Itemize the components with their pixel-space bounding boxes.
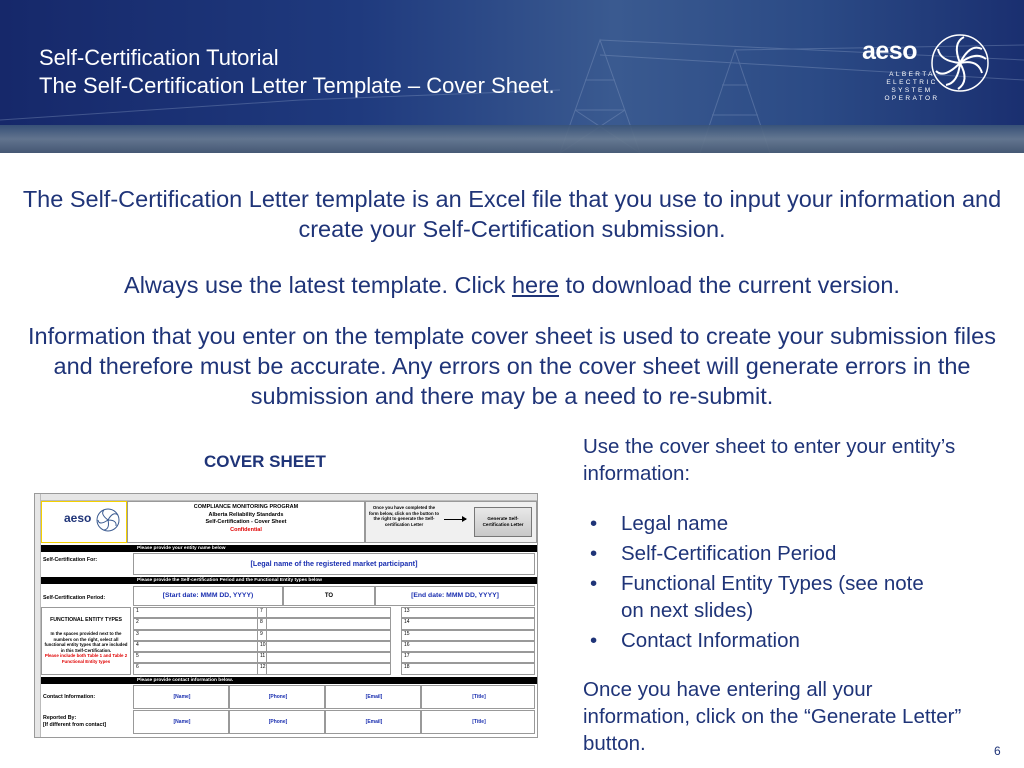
accuracy-paragraph: Information that you enter on the template cover sheet is used to create your submission files and therefore must be accurate. Any errors on the cover sheet will generate errors in the submission and there may be a need to re-submit.	[28, 323, 996, 409]
reported-email-field[interactable]: [Email]	[325, 710, 421, 734]
fet-cell[interactable]: 12	[257, 663, 391, 674]
cover-sheet-screenshot	[34, 493, 538, 738]
fet-cell[interactable]: 6	[133, 663, 267, 674]
aeso-logo-subtitle: ALBERTA ELECTRIC SYSTEM OPERATOR	[884, 71, 940, 102]
label-self-cert-for: Self-Certification For:	[43, 557, 98, 563]
contact-title-field[interactable]: [Title]	[421, 685, 535, 709]
fet-column-1	[133, 607, 267, 675]
fet-cell[interactable]: 3	[133, 630, 267, 641]
slide-title	[39, 44, 555, 100]
fet-cell[interactable]: 2	[133, 618, 267, 629]
fet-grid	[133, 607, 535, 675]
cover-sheet-label: COVER SHEET	[204, 452, 326, 471]
bullet-legal-name: • Legal name	[583, 510, 951, 537]
start-date-field[interactable]: [Start date: MMM DD, YYYY)	[133, 586, 283, 606]
download-paragraph: Always use the latest template. Click here to download the current version.	[124, 272, 900, 298]
aeso-logo-wordmark: aeso	[862, 37, 917, 65]
header-photo-strip	[0, 125, 1024, 153]
aeso-logo	[862, 33, 994, 105]
fet-cell[interactable]: 14	[401, 618, 535, 629]
fet-cell[interactable]: 5	[133, 652, 267, 663]
fet-cell[interactable]: 11	[257, 652, 391, 663]
reported-phone-field[interactable]: [Phone]	[229, 710, 325, 734]
arrow-head-icon	[462, 516, 467, 522]
fet-cell[interactable]: 18	[401, 663, 535, 674]
label-self-cert-period: Self-Certification Period:	[43, 595, 106, 601]
to-label: TO	[283, 586, 375, 606]
fet-cell[interactable]: 16	[401, 641, 535, 652]
fet-cell[interactable]: 10	[257, 641, 391, 652]
bullet-period: • Self-Certification Period	[583, 540, 951, 567]
slide-header	[0, 0, 1024, 153]
label-reported-by: Reported By: [If different from contact]	[43, 715, 106, 728]
generate-area: Once you have completed the form below, click on the button to the right to generate the Self-certification Letter Generate Self-Certification Letter	[365, 501, 537, 543]
fet-cell[interactable]: 15	[401, 630, 535, 641]
fet-column-2	[257, 607, 391, 675]
fet-label-block: FUNCTIONAL ENTITY TYPES In the spaces provided next to the numbers on the right, select all functional entity types that are included in this Self-Certification. Please include both Table 1 and Table 2 Functional Entity types	[41, 607, 131, 675]
contact-phone-field[interactable]: [Phone]	[229, 685, 325, 709]
sheet-aeso-swirl-icon	[96, 508, 120, 532]
right-outro: Once you have entering all your information, click on the “Generate Letter” button.	[583, 678, 962, 755]
period-instruction-bar: Please provide the Self-certification Period and the Functional Entity types below	[41, 577, 537, 584]
fet-column-3	[401, 607, 535, 675]
end-date-field[interactable]: [End date: MMM DD, YYYY]	[375, 586, 535, 606]
fet-cell[interactable]: 4	[133, 641, 267, 652]
info-bullet-list	[583, 510, 951, 657]
bullet-contact: • Contact Information	[583, 627, 951, 654]
label-contact-info: Contact Information:	[43, 694, 96, 700]
slide-title-line1: Self-Certification Tutorial	[39, 45, 279, 70]
fet-cell[interactable]: 1	[133, 607, 267, 618]
page-number: 6	[994, 744, 1001, 758]
contact-name-field[interactable]: [Name]	[133, 685, 229, 709]
sheet-title-block: COMPLIANCE MONITORING PROGRAM Alberta Reliability Standards Self-Certification - Cover Sheet Confidential	[127, 501, 365, 543]
bullet-entity-types: • Functional Entity Types (see note on next slides)	[583, 570, 951, 624]
reported-row	[133, 710, 535, 734]
sheet-logo-box: aeso	[41, 501, 127, 543]
aeso-swirl-icon	[930, 33, 990, 93]
fet-cell[interactable]: 8	[257, 618, 391, 629]
fet-cell[interactable]: 7	[257, 607, 391, 618]
generate-letter-button[interactable]: Generate Self-Certification Letter	[474, 507, 532, 537]
reported-name-field[interactable]: [Name]	[133, 710, 229, 734]
intro-paragraph: The Self-Certification Letter template is an Excel file that you use to input your information and create your Self-Certification submission.	[22, 186, 1002, 242]
fet-cell[interactable]: 13	[401, 607, 535, 618]
reported-title-field[interactable]: [Title]	[421, 710, 535, 734]
contact-row	[133, 685, 535, 709]
slide-title-line2: The Self-Certification Letter Template – Cover Sheet.	[39, 73, 555, 98]
legal-name-field[interactable]: [Legal name of the registered market participant]	[133, 553, 535, 575]
fet-cell[interactable]: 17	[401, 652, 535, 663]
download-here-link[interactable]: here	[511, 272, 559, 298]
column-header-strip	[35, 494, 537, 501]
contact-email-field[interactable]: [Email]	[325, 685, 421, 709]
right-intro: Use the cover sheet to enter your entity’s information:	[583, 435, 956, 485]
contact-instruction-bar: Please provide contact information below.	[41, 677, 537, 684]
fet-cell[interactable]: 9	[257, 630, 391, 641]
entity-instruction-bar: Please provide your entity name below	[41, 545, 537, 552]
